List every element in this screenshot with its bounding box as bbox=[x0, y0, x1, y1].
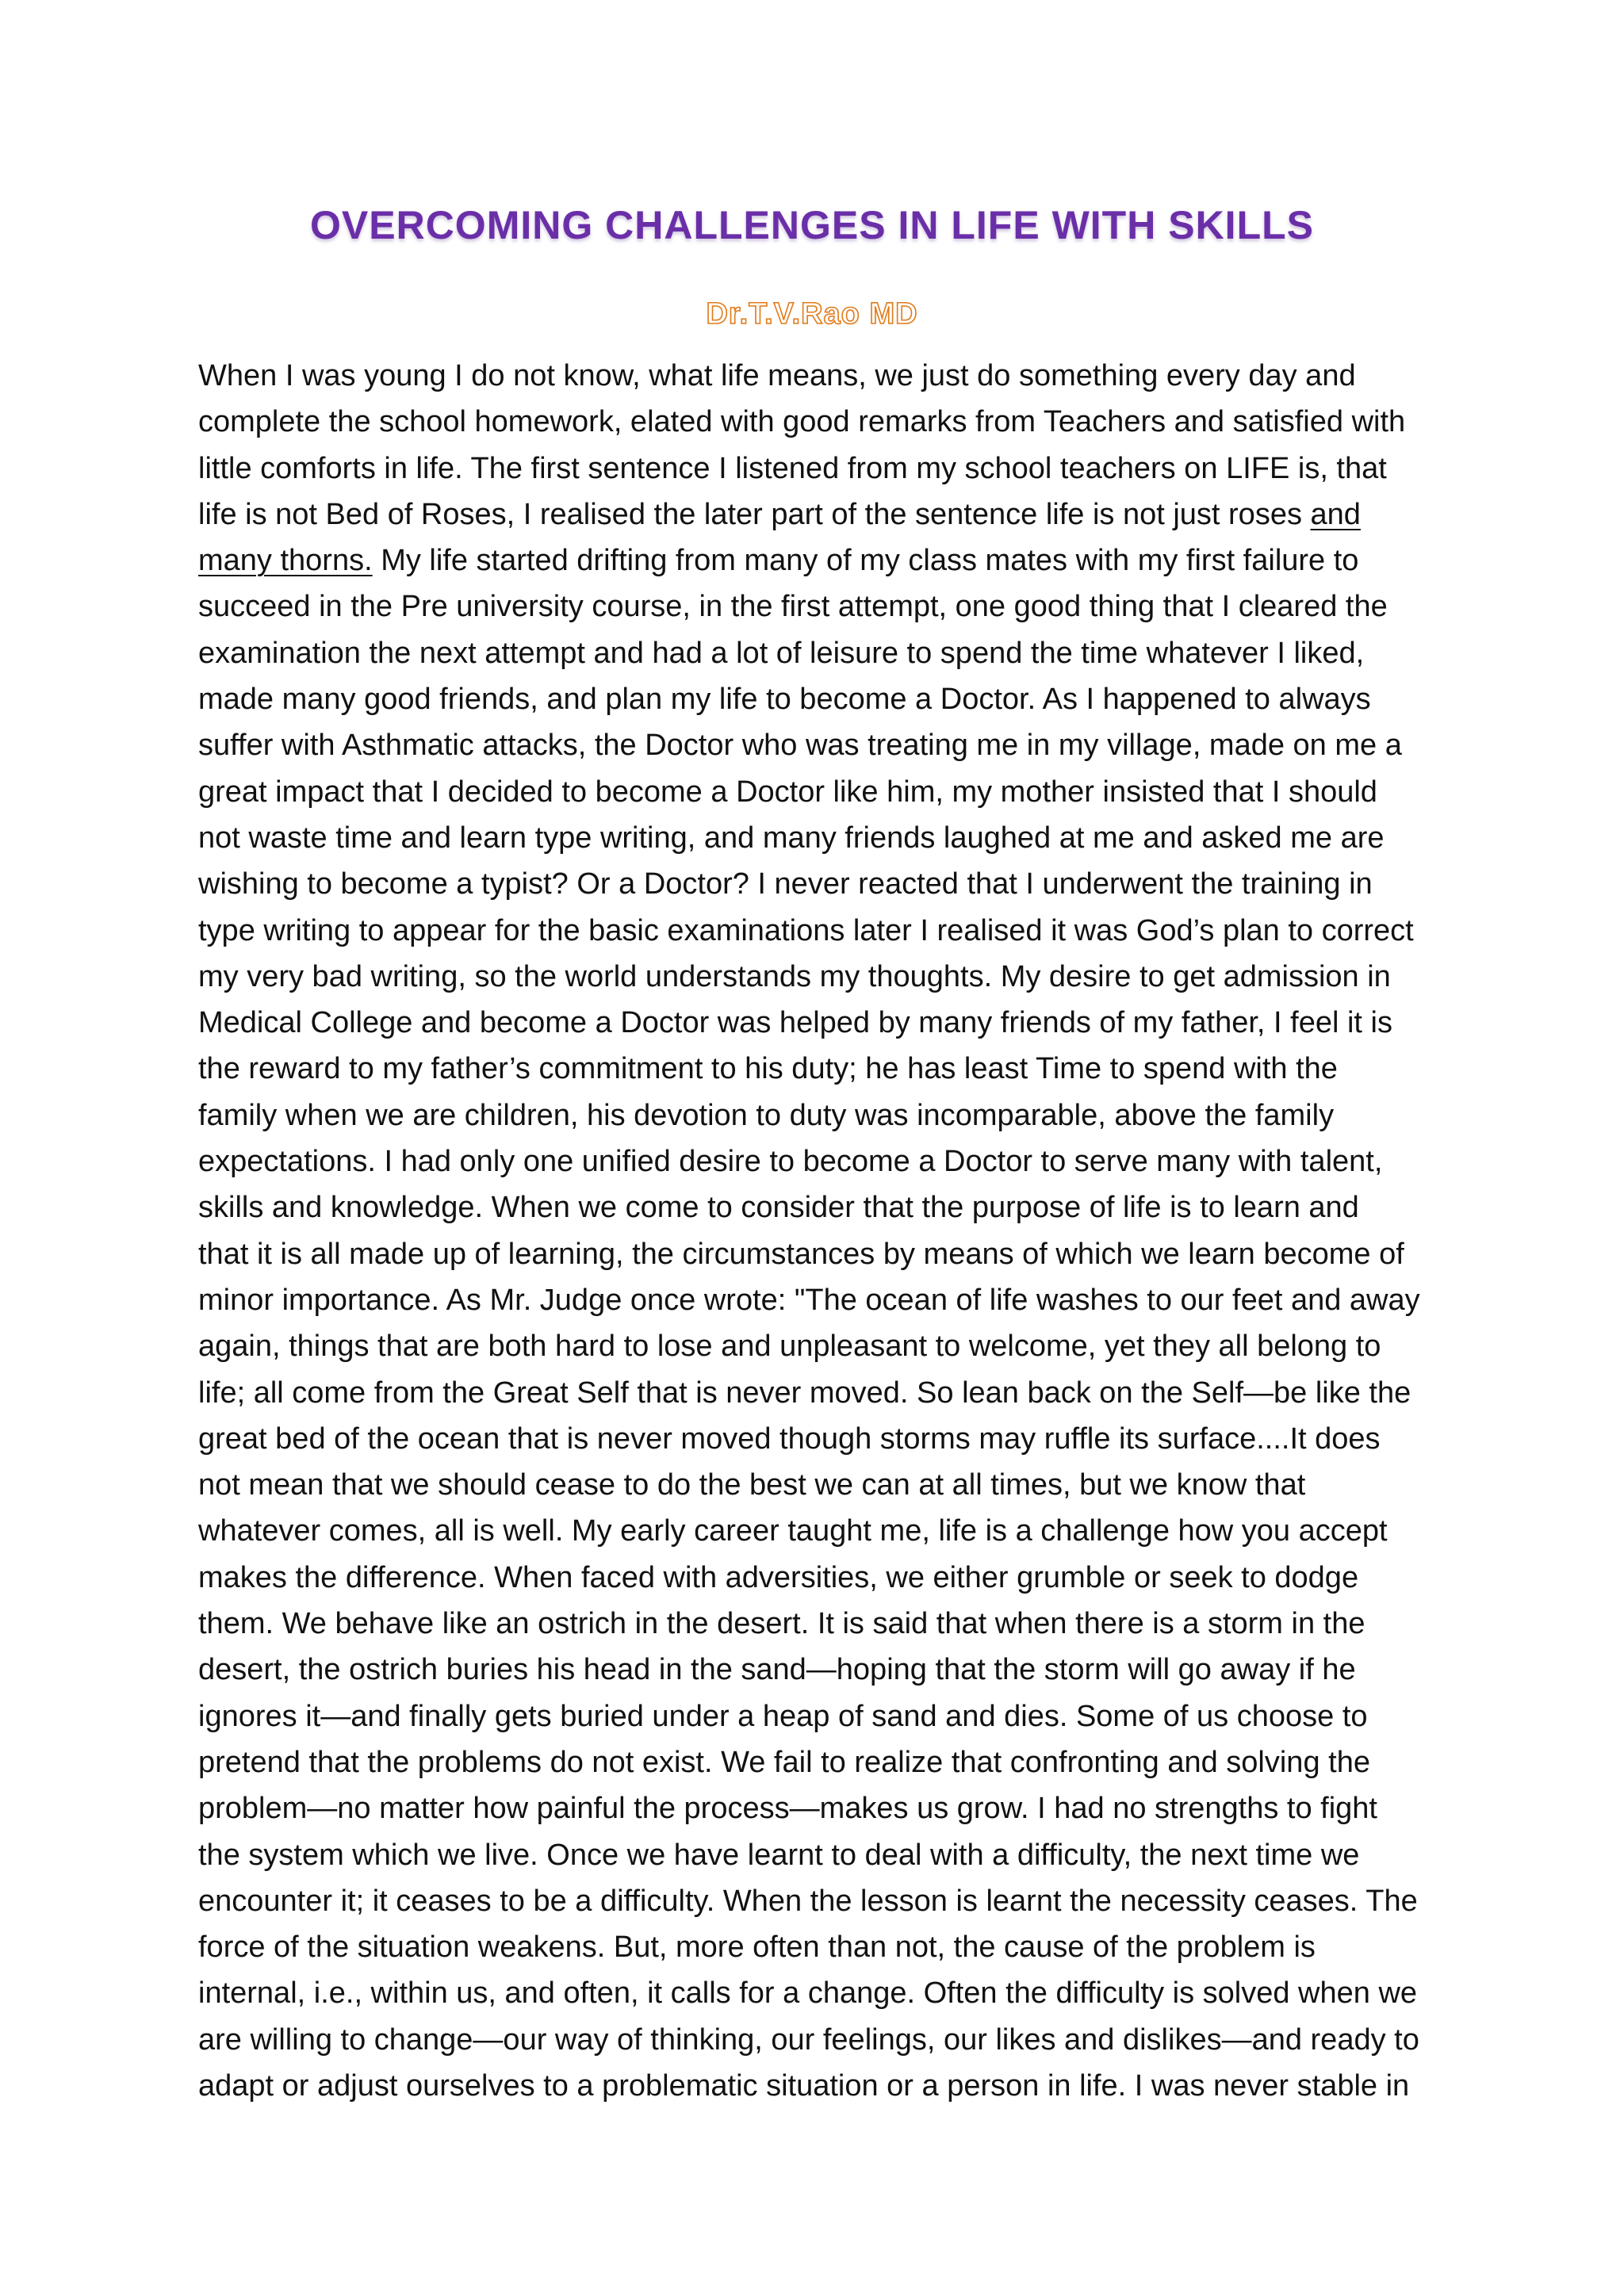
text-segment: makes the difference. When faced with adversities, we either grumble or seek to dodge bbox=[198, 1560, 1359, 1594]
text-line bbox=[198, 2017, 1435, 2063]
text-segment: internal, i.e., within us, and often, it calls for a change. Often the difficulty is solved when we bbox=[198, 1976, 1418, 2011]
text-segment: my very bad writing, so the world understands my thoughts. My desire to get admission in bbox=[198, 959, 1391, 993]
text-segment: desert, the ostrich buries his head in the sand—hoping that the storm will go away if he bbox=[198, 1653, 1356, 1687]
text-segment: When I was young I do not know, what life means, we just do something every day and bbox=[198, 359, 1356, 392]
text-line bbox=[198, 538, 1435, 584]
text-line bbox=[198, 2063, 1435, 2109]
text-line bbox=[198, 1785, 1435, 1831]
text-segment: skills and knowledge. When we come to consider that the purpose of life is to learn and bbox=[198, 1191, 1359, 1225]
text-line bbox=[198, 492, 1435, 538]
underlined-text: many thorns. bbox=[198, 544, 373, 578]
text-line bbox=[198, 1000, 1435, 1046]
text-line bbox=[198, 1416, 1435, 1462]
text-segment: whatever comes, all is well. My early career taught me, life is a challenge how you accept bbox=[198, 1514, 1388, 1548]
text-segment: complete the school homework, elated with good remarks from Teachers and satisfied with bbox=[198, 405, 1406, 439]
text-segment: family when we are children, his devotion to duty was incomparable, above the family bbox=[198, 1098, 1335, 1132]
text-segment: ignores it—and finally gets buried under a heap of sand and dies. Some of us choose to bbox=[198, 1699, 1368, 1733]
text-line bbox=[198, 954, 1435, 1000]
text-segment: life is not Bed of Roses, I realised the later part of the sentence life is not just roses bbox=[198, 497, 1311, 531]
text-line bbox=[198, 1601, 1435, 1647]
text-segment: wishing to become a typist? Or a Doctor? I never reacted that I underwent the training in bbox=[198, 867, 1373, 901]
text-line bbox=[198, 861, 1435, 907]
text-line bbox=[198, 399, 1435, 445]
text-line bbox=[198, 1878, 1435, 1924]
text-segment: made many good friends, and plan my life to become a Doctor. As I happened to always bbox=[198, 683, 1371, 717]
text-segment: life; all come from the Great Self that is never moved. So lean back on the Self—be like the bbox=[198, 1376, 1411, 1410]
text-segment: again, things that are both hard to lose and unpleasant to welcome, yet they all belong to bbox=[198, 1330, 1381, 1364]
text-segment: My life started drifting from many of my class mates with my first failure to bbox=[372, 544, 1359, 578]
author-name: Dr.T.V.Rao MD bbox=[706, 297, 918, 331]
text-line bbox=[198, 1138, 1435, 1184]
text-segment: force of the situation weakens. But, more often than not, the cause of the problem is bbox=[198, 1931, 1316, 1965]
text-segment: great bed of the ocean that is never moved though storms may ruffle its surface....It does bbox=[198, 1422, 1381, 1456]
text-line bbox=[198, 630, 1435, 676]
text-segment: not mean that we should cease to do the best we can at all times, but we know that bbox=[198, 1468, 1306, 1502]
text-line bbox=[198, 722, 1435, 768]
text-line bbox=[198, 908, 1435, 954]
text-line bbox=[198, 769, 1435, 815]
text-segment: Medical College and become a Doctor was helped by many friends of my father, I feel it is bbox=[198, 1006, 1392, 1040]
text-line bbox=[198, 1555, 1435, 1601]
text-line bbox=[198, 1924, 1435, 1970]
text-line bbox=[198, 1093, 1435, 1138]
text-segment: great impact that I decided to become a Doctor like him, my mother insisted that I should bbox=[198, 775, 1377, 809]
text-segment: pretend that the problems do not exist. We fail to realize that confronting and solving the bbox=[198, 1745, 1370, 1779]
text-line bbox=[198, 1508, 1435, 1554]
text-segment: little comforts in life. The first sentence I listened from my school teachers on LIFE is, that bbox=[198, 451, 1387, 485]
text-line bbox=[198, 1693, 1435, 1739]
text-line bbox=[198, 1323, 1435, 1369]
text-line bbox=[198, 1231, 1435, 1277]
text-line bbox=[198, 1647, 1435, 1693]
text-segment: expectations. I had only one unified desire to become a Doctor to serve many with talent, bbox=[198, 1145, 1383, 1179]
text-segment: them. We behave like an ostrich in the desert. It is said that when there is a storm in the bbox=[198, 1607, 1365, 1641]
text-line bbox=[198, 1277, 1435, 1323]
text-line bbox=[198, 1370, 1435, 1416]
text-line bbox=[198, 1739, 1435, 1785]
text-segment: succeed in the Pre university course, in the first attempt, one good thing that I cleared the bbox=[198, 590, 1388, 624]
body-paragraph bbox=[198, 353, 1435, 2109]
text-segment: type writing to appear for the basic examinations later I realised it was God’s plan to correct bbox=[198, 913, 1414, 947]
text-line bbox=[198, 353, 1435, 399]
text-segment: examination the next attempt and had a lot of leisure to spend the time whatever I liked, bbox=[198, 636, 1365, 670]
underlined-text: and bbox=[1310, 497, 1361, 531]
text-segment: not waste time and learn type writing, and many friends laughed at me and asked me are bbox=[198, 821, 1385, 855]
text-segment: problem—no matter how painful the process—makes us grow. I had no strengths to fight bbox=[198, 1792, 1377, 1826]
text-segment: encounter it; it ceases to be a difficulty. When the lesson is learnt the necessity ceases. The bbox=[198, 1884, 1418, 1918]
text-line bbox=[198, 676, 1435, 722]
text-line bbox=[198, 1832, 1435, 1878]
text-line bbox=[198, 815, 1435, 861]
page-title: OVERCOMING CHALLENGES IN LIFE WITH SKILLS bbox=[310, 203, 1314, 247]
text-segment: the system which we live. Once we have learnt to deal with a difficulty, the next time we bbox=[198, 1838, 1360, 1872]
text-segment: the reward to my father’s commitment to his duty; he has least Time to spend with the bbox=[198, 1052, 1338, 1086]
text-segment: adapt or adjust ourselves to a problematic situation or a person in life. I was never stable in bbox=[198, 2068, 1410, 2103]
text-line bbox=[198, 1970, 1435, 2016]
text-segment: are willing to change—our way of thinking, our feelings, our likes and dislikes—and ready to bbox=[198, 2022, 1419, 2057]
text-line bbox=[198, 1046, 1435, 1092]
text-line bbox=[198, 584, 1435, 629]
text-segment: minor importance. As Mr. Judge once wrote: "The ocean of life washes to our feet and away bbox=[198, 1283, 1420, 1317]
text-line bbox=[198, 1184, 1435, 1230]
text-line bbox=[198, 1462, 1435, 1508]
text-segment: that it is all made up of learning, the circumstances by means of which we learn become of bbox=[198, 1237, 1404, 1271]
text-segment: suffer with Asthmatic attacks, the Doctor who was treating me in my village, made on me a bbox=[198, 729, 1402, 763]
text-line bbox=[198, 446, 1435, 492]
